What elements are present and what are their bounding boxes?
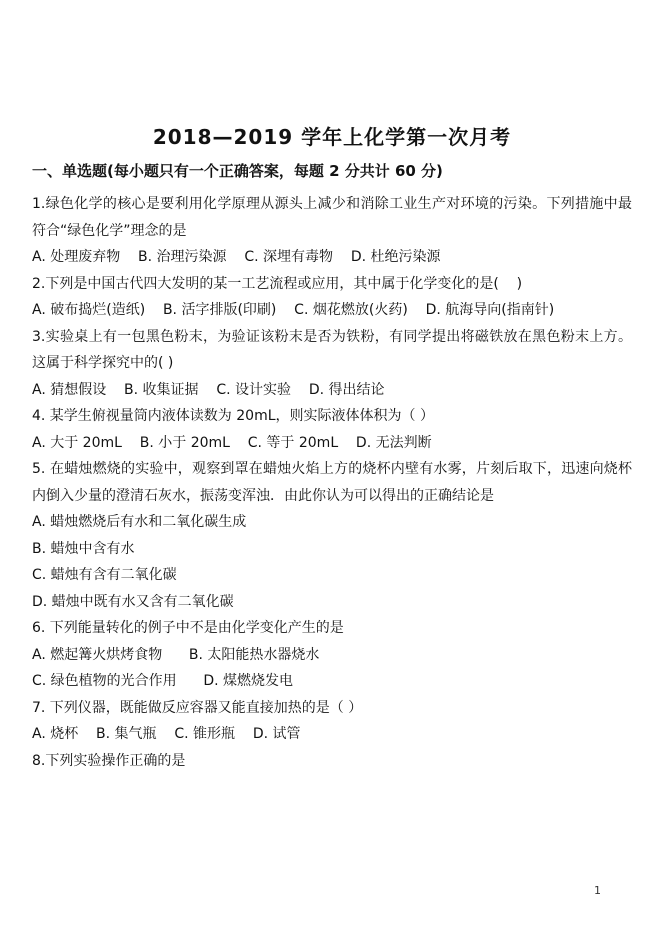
question-1 xyxy=(32,191,632,271)
question-3-options: A. 猜想假设 B. 收集证据 C. 设计实验 D. 得出结论 xyxy=(32,381,385,398)
question-4 xyxy=(32,403,632,456)
question-4-stem: 4. 某学生俯视量筒内液体读数为 20mL，则实际液体体积为（ ） xyxy=(32,408,434,424)
question-3 xyxy=(32,324,632,404)
question-2 xyxy=(32,271,632,324)
question-6-options-ab: A. 燃起篝火烘烤食物 B. 太阳能热水器烧水 xyxy=(32,646,320,663)
question-8-stem: 8.下列实验操作正确的是 xyxy=(32,752,186,769)
page-number: 1 xyxy=(594,884,601,897)
question-5-option-b: B. 蜡烛中含有水 xyxy=(32,540,135,557)
question-2-options: A. 破布捣烂(造纸) B. 活字排版(印刷) C. 烟花燃放(火药) D. 航海导向(指南针) xyxy=(32,302,555,318)
question-7 xyxy=(32,695,632,748)
question-6 xyxy=(32,615,632,695)
question-5-option-a: A. 蜡烛燃烧后有水和二氧化碳生成 xyxy=(32,514,247,530)
section-heading: 一、单选题(每小题只有一个正确答案，每题 2 分共计 60 分) xyxy=(32,162,443,180)
question-6-options-cd: C. 绿色植物的光合作用 D. 煤燃烧发电 xyxy=(32,673,294,689)
question-5-stem: 5. 在蜡烛燃烧的实验中，观察到罩在蜡烛火焰上方的烧杯内壁有水雾，片刻后取下，迅速向烧杯内倒入少量的澄清石灰水，振荡变浑浊．由此你认为可以得出的正确结论是 xyxy=(32,461,632,504)
question-6-stem: 6. 下列能量转化的例子中不是由化学变化产生的是 xyxy=(32,620,344,636)
question-8 xyxy=(32,748,632,775)
question-5-option-c: C. 蜡烛有含有二氧化碳 xyxy=(32,567,177,583)
question-5-option-d: D. 蜡烛中既有水又含有二氧化碳 xyxy=(32,593,234,610)
page-title: 2018—2019 学年上化学第一次月考 xyxy=(152,125,512,149)
page-content xyxy=(32,122,632,774)
question-2-stem: 2.下列是中国古代四大发明的某一工艺流程或应用，其中属于化学变化的是( ) xyxy=(32,275,523,292)
question-1-options: A. 处理废弃物 B. 治理污染源 C. 深埋有毒物 D. 杜绝污染源 xyxy=(32,249,441,265)
question-3-stem: 3.实验桌上有一包黑色粉末，为验证该粉末是否为铁粉，有同学提出将磁铁放在黑色粉末上方。这属于科学探究中的( ) xyxy=(32,328,632,371)
question-7-options: A. 烧杯 B. 集气瓶 C. 锥形瓶 D. 试管 xyxy=(32,726,301,742)
question-7-stem: 7. 下列仪器，既能做反应容器又能直接加热的是（ ） xyxy=(32,699,363,716)
question-1-stem: 1.绿色化学的核心是要利用化学原理从源头上减少和消除工业生产对环境的污染。下列措施中最符合“绿色化学”理念的是 xyxy=(32,196,632,239)
question-4-options: A. 大于 20mL B. 小于 20mL C. 等于 20mL D. 无法判断 xyxy=(32,434,432,451)
question-5 xyxy=(32,456,632,615)
